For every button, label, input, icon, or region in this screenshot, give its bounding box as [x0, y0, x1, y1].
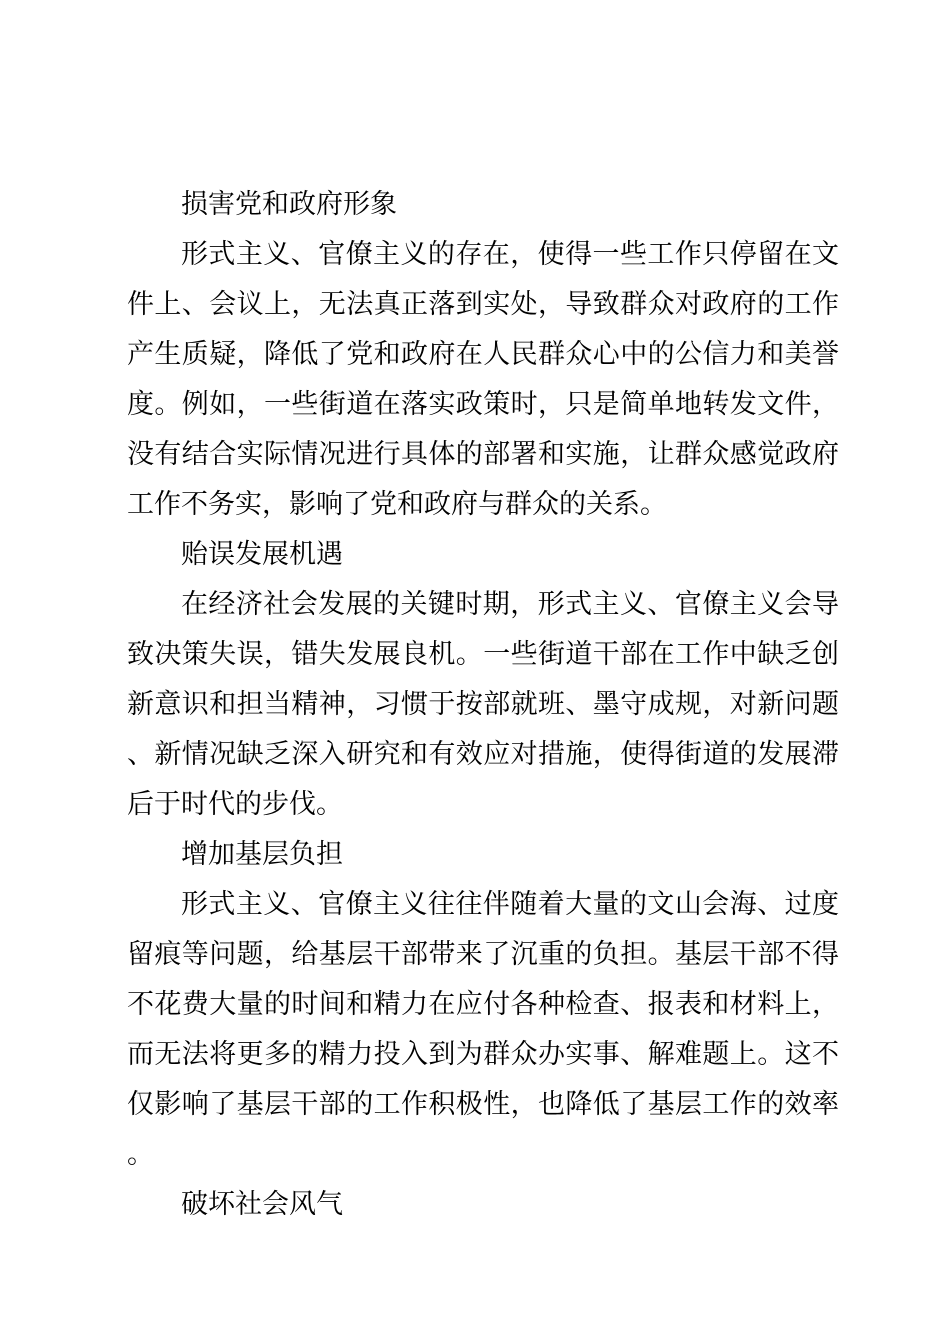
- section-paragraph: 在经济社会发展的关键时期，形式主义、官僚主义会导致决策失误，错失发展良机。一些街道干部在工作中缺乏创新意识和担当精神，习惯于按部就班、墨守成规，对新问题、新情况缺乏深入研究和有效应对措施，使得街道的发展滞后于时代的步伐。: [127, 589, 839, 820]
- section-heading: 贻误发展机遇: [181, 539, 343, 570]
- section-heading: 损害党和政府形象: [181, 189, 397, 220]
- section-heading: 增加基层负担: [181, 839, 343, 870]
- document-body: [127, 180, 839, 1230]
- section-heading: 破坏社会风气: [181, 1189, 343, 1220]
- section-paragraph: 形式主义、官僚主义的存在，使得一些工作只停留在文件上、会议上，无法真正落到实处，导致群众对政府的工作产生质疑，降低了党和政府在人民群众心中的公信力和美誉度。例如，一些街道在落实政策时，只是简单地转发文件，没有结合实际情况进行具体的部署和实施，让群众感觉政府工作不务实，影响了党和政府与群众的关系。: [127, 239, 839, 520]
- section-paragraph: 形式主义、官僚主义往往伴随着大量的文山会海、过度留痕等问题，给基层干部带来了沉重的负担。基层干部不得不花费大量的时间和精力在应付各种检查、报表和材料上，而无法将更多的精力投入到为群众办实事、解难题上。这不仅影响了基层干部的工作积极性，也降低了基层工作的效率。: [127, 889, 839, 1170]
